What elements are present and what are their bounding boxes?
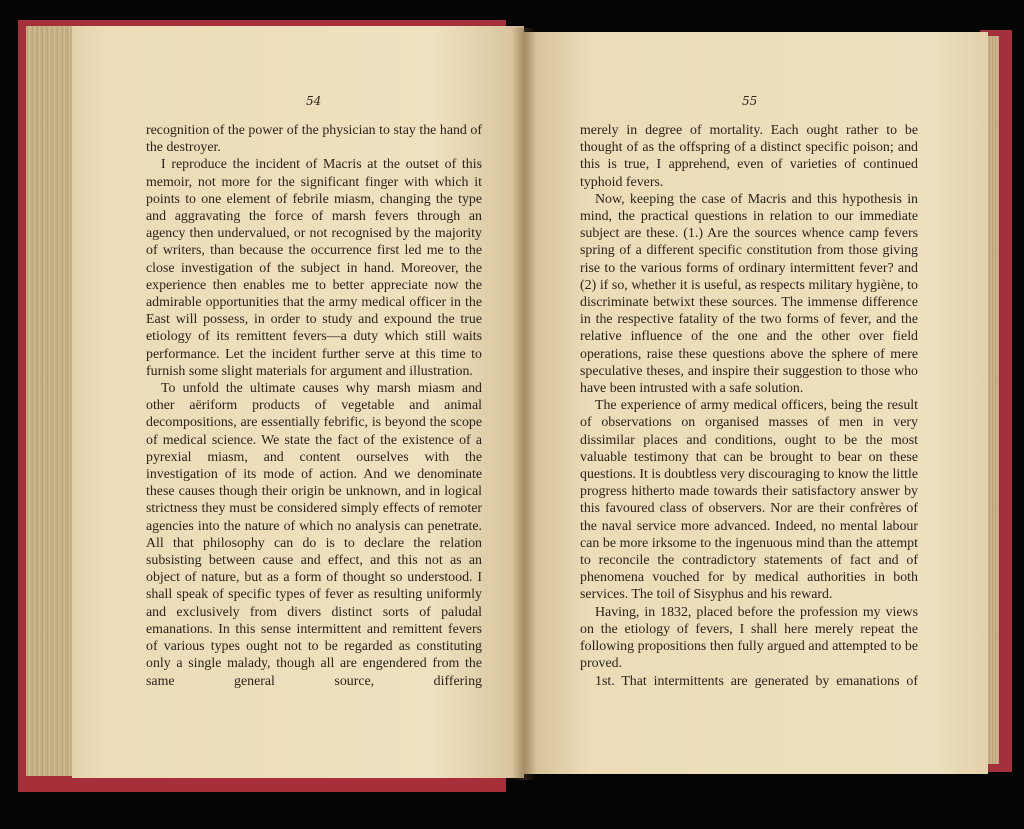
left-page-text: [146, 122, 482, 690]
paragraph: Now, keeping the case of Macris and this hypothesis in mind, the practical questions in relation to our immediate subject are these. (1.) Are the sources whence camp fevers spring of a different specific constitution from those giving rise to the various forms of ordinary intermittent fever? and (2) if so, whether it is useful, as respects military hygiène, to discriminate betwixt these sources. The immense difference in the respective fatality of the two forms of fever, and the relative influence of the one and the other over field operations, raise these questions above the sphere of mere speculative theses, and inspire their suggestion to those who have been intrusted with a safe solution.: [580, 191, 918, 397]
paragraph: 1st. That intermittents are generated by emanations of: [595, 673, 918, 689]
paragraph: recognition of the power of the physician to stay the hand of the destroyer.: [146, 123, 482, 156]
page-edges-left: [26, 26, 78, 776]
paragraph: I reproduce the incident of Macris at the outset of this memoir, not more for the significant finger with which it points to one element of febrile miasm, changing the type and aggravating the force of marsh fevers through an agency then undervalued, or not recognised by the majority of writers, than because the occurrence first led me to the close investigation of the subject in hand. Moreover, the experience then enables me to better appreciate now the admirable opportunities that the army medical officer in the East will possess, in order to study and expound the true etiology of its remittent fevers—a duty which still waits performance. Let the incident further serve at this time to furnish some slight materials for argument and illustration.: [146, 157, 482, 379]
book-gutter: [512, 28, 536, 780]
paragraph: To unfold the ultimate causes why marsh miasm and other aëriform products of vegetable and animal decompositions, are essentially febrific, is beyond the scope of medical science. We state the fact of the existence of a pyrexial miasm, and content ourselves with the investigation of its mode of action. And we denominate these causes though their origin be unknown, and in logical strictness they must be considered simply effects of remoter agencies into the nature of which no analysis can penetrate. All that philosophy can do is to declare the relation subsisting between cause and effect, and this not as an object of nature, but as a form of thought so understood. I shall speak of specific types of fever as resulting uniformly and exclusively from divers distinct sorts of paludal emanations. In this sense intermittent and remittent fevers of various types ought not to be regarded as constituting only a single malady, though all are engendered from the same general source, differing: [146, 381, 482, 689]
paragraph: merely in degree of mortality. Each ought rather to be thought of as the offspring of a distinct specific poison; and this is true, I apprehend, even of varieties of continued typhoid fevers.: [580, 123, 918, 190]
right-page-text: [580, 122, 918, 690]
left-page-number: 54: [306, 94, 322, 108]
paragraph: Having, in 1832, placed before the profession my views on the etiology of fevers, I shall here merely repeat the following propositions then fully argued and attempted to be proved.: [580, 604, 918, 672]
right-page-number: 55: [742, 94, 758, 108]
paragraph: The experience of army medical officers, being the result of observations on organised masses of men in very dissimilar places and conditions, ought to be the most valuable testimony that can be brought to bear on these questions. It is doubtless very discouraging to know the little progress hitherto made towards their satisfactory answer by this favoured class of observers. Nor are their confrères of the naval service more advanced. Indeed, no mental labour can be more irksome to the ingenuous mind than the attempt to reconcile the contradictory statements of fact and of phenomena vouched for by medical authorities in both services. The toil of Sisyphus and his reward.: [580, 398, 918, 603]
